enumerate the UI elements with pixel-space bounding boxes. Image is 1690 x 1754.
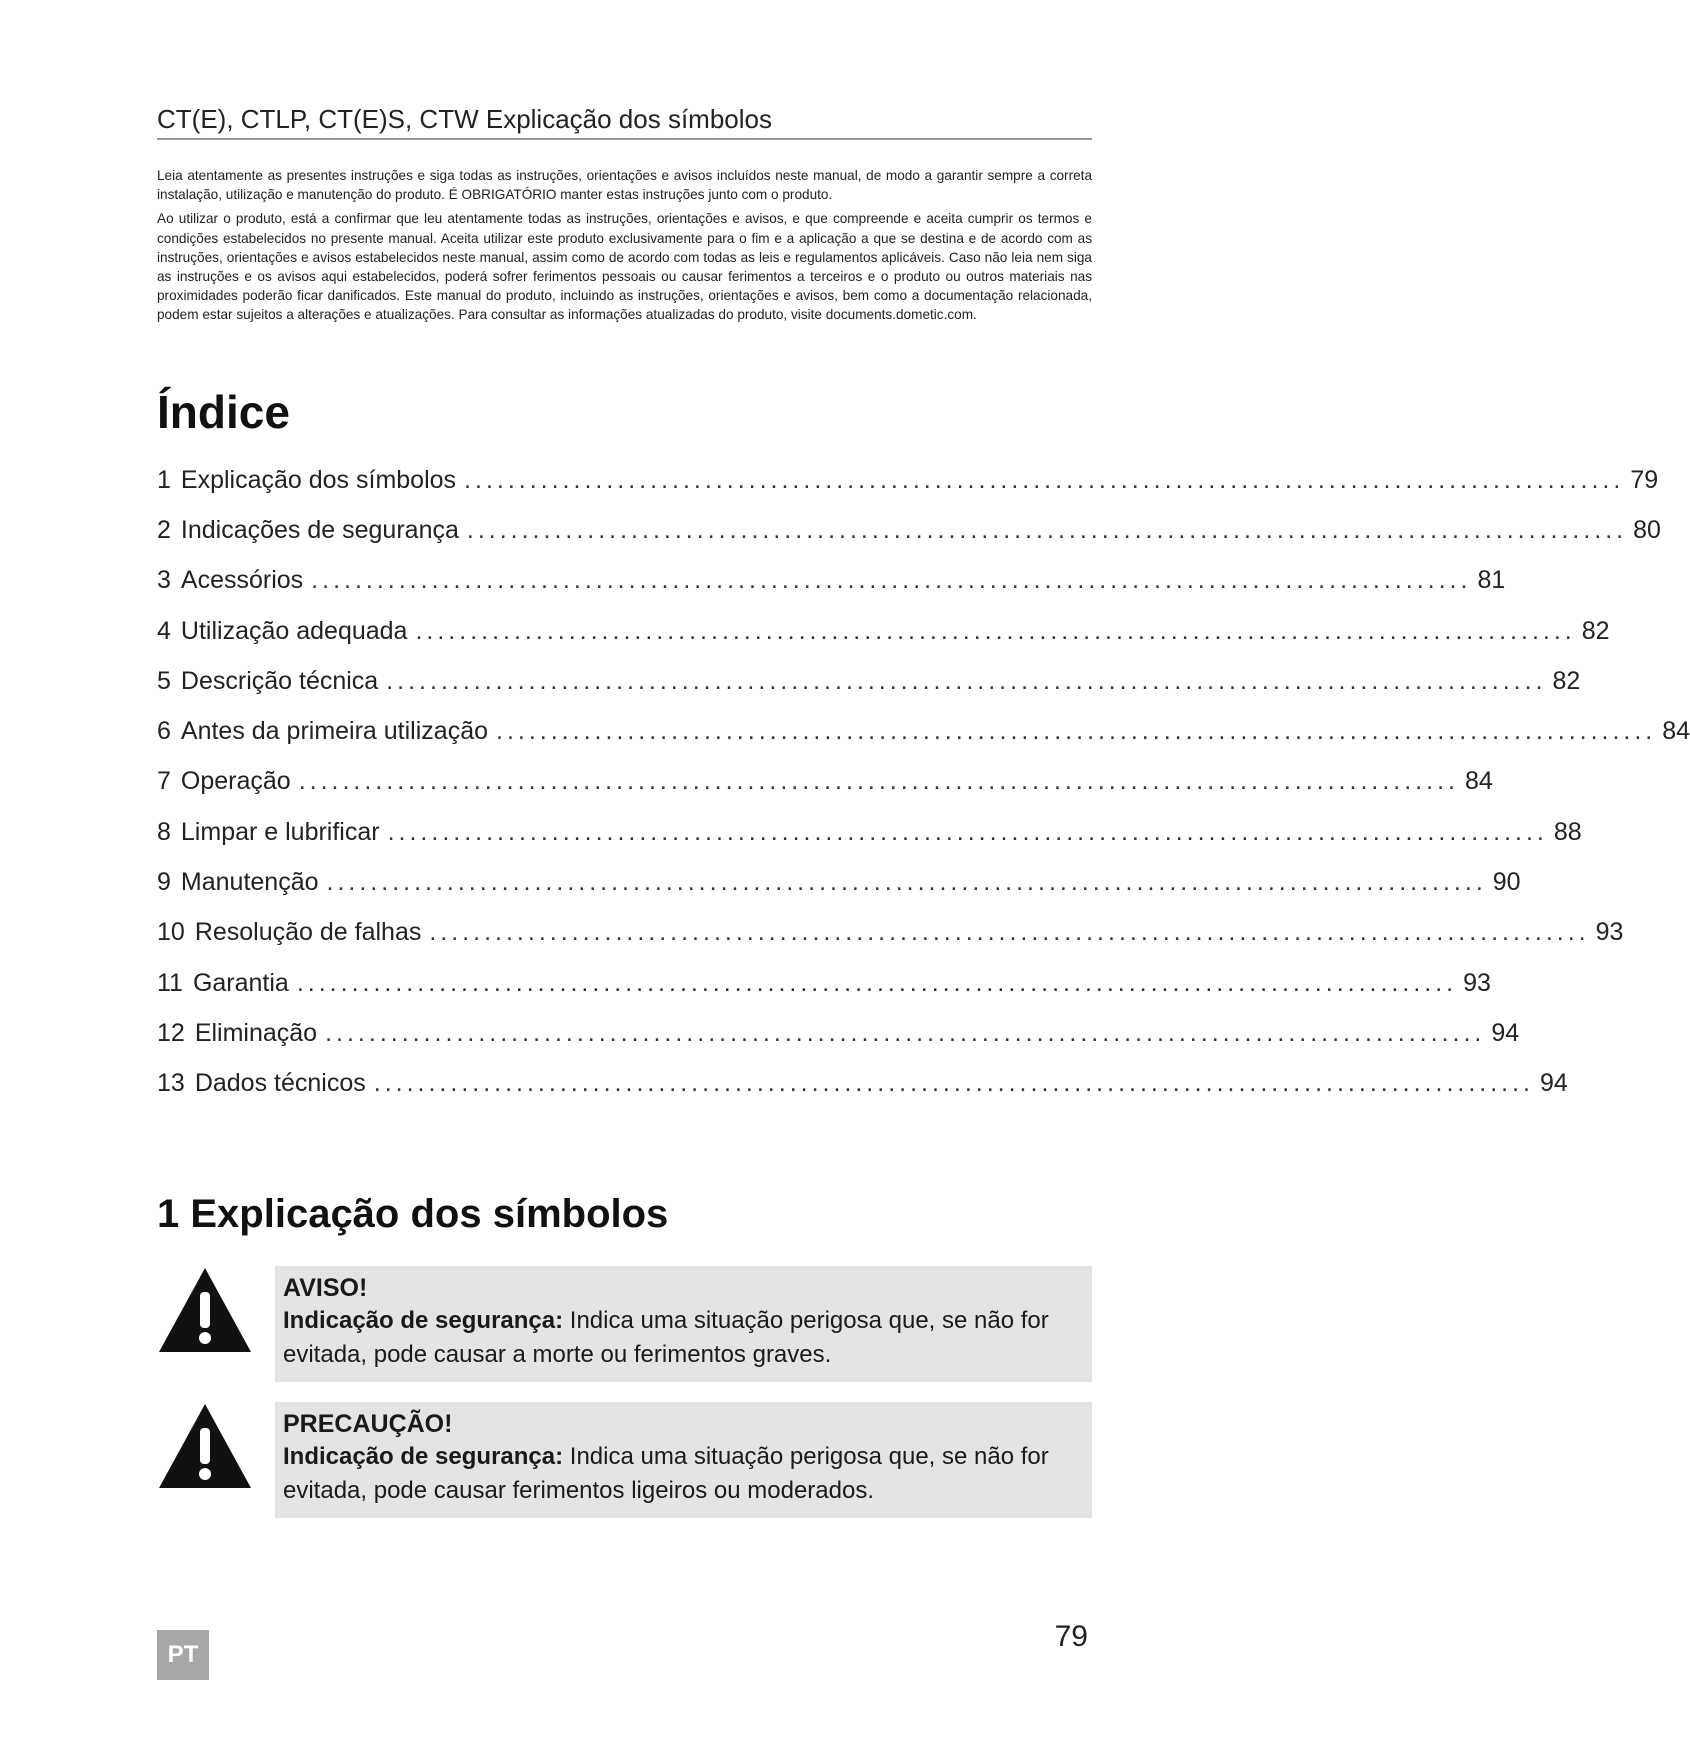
toc-entry[interactable]	[157, 857, 1521, 907]
toc-dot-leader: ..........................................................................................................	[326, 868, 1487, 897]
toc-entry[interactable]	[157, 556, 1506, 606]
toc-entry-page: 93	[1595, 918, 1624, 947]
toc-entry-number: 12	[157, 1018, 185, 1047]
toc-entry-page: 80	[1633, 515, 1661, 544]
toc-entry[interactable]	[157, 505, 1661, 555]
toc-entry[interactable]	[157, 656, 1581, 706]
toc-title: Índice	[157, 386, 290, 438]
toc-dot-leader: ..........................................................................................................	[496, 717, 1657, 746]
toc-dot-leader: ..........................................................................................................	[386, 666, 1547, 695]
toc-entry-page: 81	[1477, 566, 1506, 595]
caution-notice-box	[275, 1402, 1092, 1518]
toc-entry[interactable]	[157, 958, 1491, 1008]
toc-entry-label: Operação	[180, 767, 291, 796]
toc-entry-page: 94	[1491, 1018, 1520, 1047]
toc-dot-leader: ..........................................................................................................	[373, 1069, 1535, 1098]
caution-notice	[157, 1402, 1092, 1518]
notice-label: Indicação de segurança:	[283, 1443, 564, 1470]
toc-entry-label: Indicações de segurança	[180, 515, 459, 544]
toc-dot-leader: ..........................................................................................................	[466, 515, 1628, 544]
warning-notice-box	[275, 1266, 1092, 1382]
toc-entry-page: 82	[1552, 666, 1581, 695]
toc-dot-leader: ..........................................................................................................	[415, 616, 1576, 645]
table-of-contents	[157, 455, 1690, 1109]
toc-entry-page: 79	[1630, 465, 1659, 494]
toc-entry-number: 7	[157, 767, 171, 796]
toc-entry-number: 8	[157, 817, 171, 846]
toc-entry-number: 11	[157, 968, 183, 997]
toc-dot-leader: ..........................................................................................................	[298, 767, 1459, 796]
warning-triangle-icon	[157, 1402, 253, 1490]
toc-entry-label: Eliminação	[194, 1018, 318, 1047]
toc-entry-page: 94	[1540, 1069, 1568, 1098]
toc-entry-label: Explicação dos símbolos	[180, 465, 457, 494]
toc-entry-label: Acessórios	[180, 566, 304, 595]
toc-entry-number: 6	[157, 717, 171, 746]
notice-label: Indicação de segurança:	[283, 1307, 564, 1334]
toc-entry[interactable]	[157, 1059, 1568, 1109]
toc-entry[interactable]	[157, 1008, 1520, 1058]
toc-entry-page: 88	[1553, 817, 1582, 846]
intro-text	[157, 166, 1092, 330]
toc-entry-number: 13	[157, 1069, 185, 1098]
toc-entry-label: Limpar e lubrificar	[180, 817, 380, 846]
toc-entry-number: 5	[157, 666, 171, 695]
toc-entry-label: Descrição técnica	[180, 666, 379, 695]
toc-entry-label: Resolução de falhas	[194, 918, 422, 947]
toc-entry[interactable]	[157, 606, 1610, 656]
toc-entry-page: 84	[1662, 717, 1690, 746]
toc-dot-leader: ..........................................................................................................	[311, 566, 1472, 595]
toc-entry[interactable]	[157, 757, 1493, 807]
intro-paragraph-1: Leia atentamente as presentes instruções e siga todas as instruções, orientações e avisos incluídos neste manual, de modo a garantir sempre a correta instalação, utilização e manutenção do produto. É OBRIGATÓRIO manter estas instruções junto com o produto.	[157, 168, 1092, 203]
intro-paragraph-2: Ao utilizar o produto, está a confirmar que leu atentamente todas as instruções, orientações e avisos, e que compreende e aceita cumprir os termos e condições estabelecidos no presente manual. Aceita utilizar este produto exclusivamente para o fim e a aplicação a que se destina e de acordo com as instruções, orientações e avisos estabelecidos neste manual, assim como de acordo com todas as leis e regulamentos aplicáveis. Caso não leia nem siga as instruções e os avisos aqui estabelecidos, poderá sofrer ferimentos pessoais ou causar ferimentos a terceiros e o produto ou outros materiais nas proximidades poderão ficar danificados. Este manual do produto, incluindo as instruções, orientações e avisos, bem como a documentação relacionada, podem estar sujeitos a alterações e atualizações. Para consultar as informações atualizadas do produto, visite documents.dometic.com.	[157, 211, 1092, 323]
toc-entry-number: 1	[157, 465, 171, 494]
toc-entry-label: Garantia	[192, 968, 289, 997]
toc-dot-leader: ..........................................................................................................	[387, 817, 1548, 846]
running-header: CT(E), CTLP, CT(E)S, CTW Explicação dos símbolos	[157, 104, 772, 134]
header-divider	[157, 138, 1092, 140]
notice-heading: PRECAUÇÃO!	[283, 1410, 453, 1438]
toc-dot-leader: ..........................................................................................................	[296, 968, 1458, 997]
toc-entry-number: 9	[157, 868, 171, 897]
page-number: 79	[1054, 1620, 1088, 1653]
toc-entry-label: Dados técnicos	[194, 1069, 366, 1098]
notice-text: Indica uma situação perigosa que, se não for evitada, pode causar a morte ou ferimentos graves.	[283, 1307, 1049, 1368]
toc-entry[interactable]	[157, 807, 1582, 857]
toc-dot-leader: ..........................................................................................................	[325, 1018, 1486, 1047]
toc-dot-leader: ..........................................................................................................	[429, 918, 1590, 947]
toc-entry-label: Manutenção	[180, 868, 319, 897]
notice-heading: AVISO!	[283, 1274, 368, 1302]
toc-entry-page: 93	[1463, 968, 1491, 997]
language-badge: PT	[157, 1630, 209, 1680]
warning-notice	[157, 1266, 1092, 1382]
toc-entry-page: 90	[1492, 868, 1521, 897]
toc-entry-number: 3	[157, 566, 171, 595]
toc-entry-page: 84	[1464, 767, 1493, 796]
toc-dot-leader: ..........................................................................................................	[464, 465, 1625, 494]
toc-entry[interactable]	[157, 908, 1624, 958]
toc-entry-label: Antes da primeira utilização	[180, 717, 488, 746]
toc-entry[interactable]	[157, 455, 1659, 505]
toc-entry-number: 4	[157, 616, 171, 645]
toc-entry-label: Utilização adequada	[180, 616, 408, 645]
notice-text: Indica uma situação perigosa que, se não for evitada, pode causar ferimentos ligeiros ou moderados.	[283, 1443, 1049, 1504]
warning-triangle-icon	[157, 1266, 253, 1354]
section-title: 1 Explicação dos símbolos	[157, 1192, 669, 1236]
toc-entry-number: 2	[157, 515, 171, 544]
toc-entry-page: 82	[1581, 616, 1610, 645]
toc-entry[interactable]	[157, 706, 1690, 756]
toc-entry-number: 10	[157, 918, 185, 947]
